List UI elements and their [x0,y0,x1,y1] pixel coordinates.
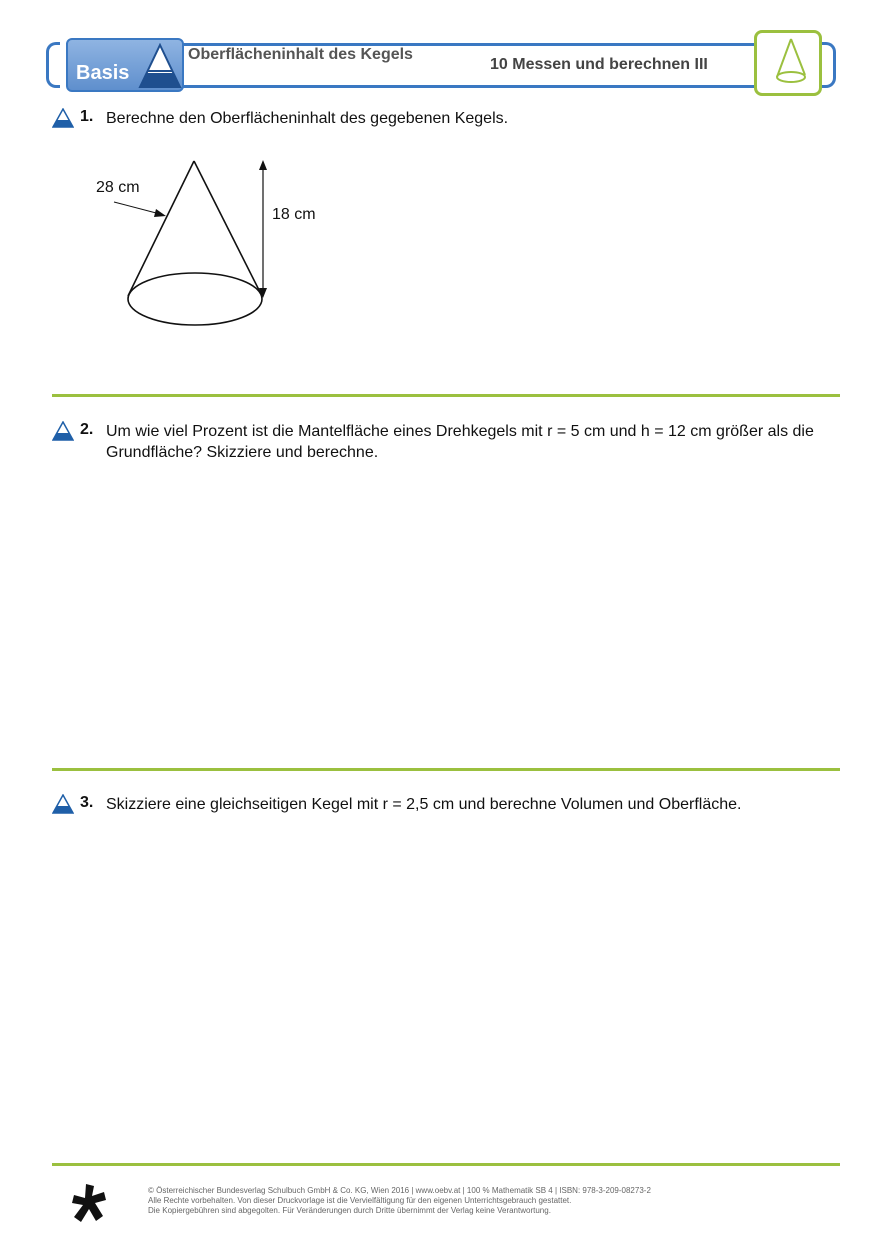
basis-label: Basis [76,62,130,84]
copyright-notice [148,1186,808,1216]
slant-height-label: 28 cm [96,179,140,196]
page-title: Oberflächeninhalt des Kegels [188,46,413,63]
basis-badge [66,38,184,92]
cone-figure [80,150,380,340]
task-number: 3. [80,794,94,811]
task-text: Skizziere eine gleichseitigen Kegel mit r = 2,5 cm und berechne Volumen und Oberfläche. [106,796,742,813]
section-divider [52,768,840,771]
copyright-line: Alle Rechte vorbehalten. Von dieser Druckvorlage ist die Vervielfältigung für den eigenen Unterrichtsgebrauch gestattet. [148,1196,572,1205]
publisher-logo-icon [70,1182,110,1224]
footer-divider [52,1163,840,1166]
level-triangle-icon [52,421,74,441]
task-number: 2. [80,421,94,438]
chapter-title: 10 Messen und berechnen III [490,56,708,73]
header-bracket-left [46,42,60,88]
header-line-bottom [182,85,754,88]
task-text: Berechne den Oberflächeninhalt des gegebenen Kegels. [106,110,509,127]
section-divider [52,394,840,397]
cone-thumbnail [754,30,822,96]
cone-icon [757,33,819,93]
page-header [0,0,890,110]
level-triangle-icon [138,43,182,89]
level-triangle-icon [52,794,74,814]
header-bracket-right [822,42,836,88]
level-triangle-icon [52,108,74,128]
copyright-line: Die Kopiergebühren sind abgegolten. Für Veränderungen durch Dritte übernimmt der Verlag keine Verantwortung. [148,1206,551,1215]
copyright-line: © Österreichischer Bundesverlag Schulbuch GmbH & Co. KG, Wien 2016 | www.oebv.at | 100 % Mathematik SB 4 | ISBN: 978-3-209-08273-2 [148,1186,651,1195]
task-text: Um wie viel Prozent ist die Mantelfläche eines Drehkegels mit r = 5 cm und h = 12 cm größer als die Grundfläche? Skizziere und berechne. [106,423,814,461]
task-number: 1. [80,108,94,125]
height-label: 18 cm [272,206,316,223]
